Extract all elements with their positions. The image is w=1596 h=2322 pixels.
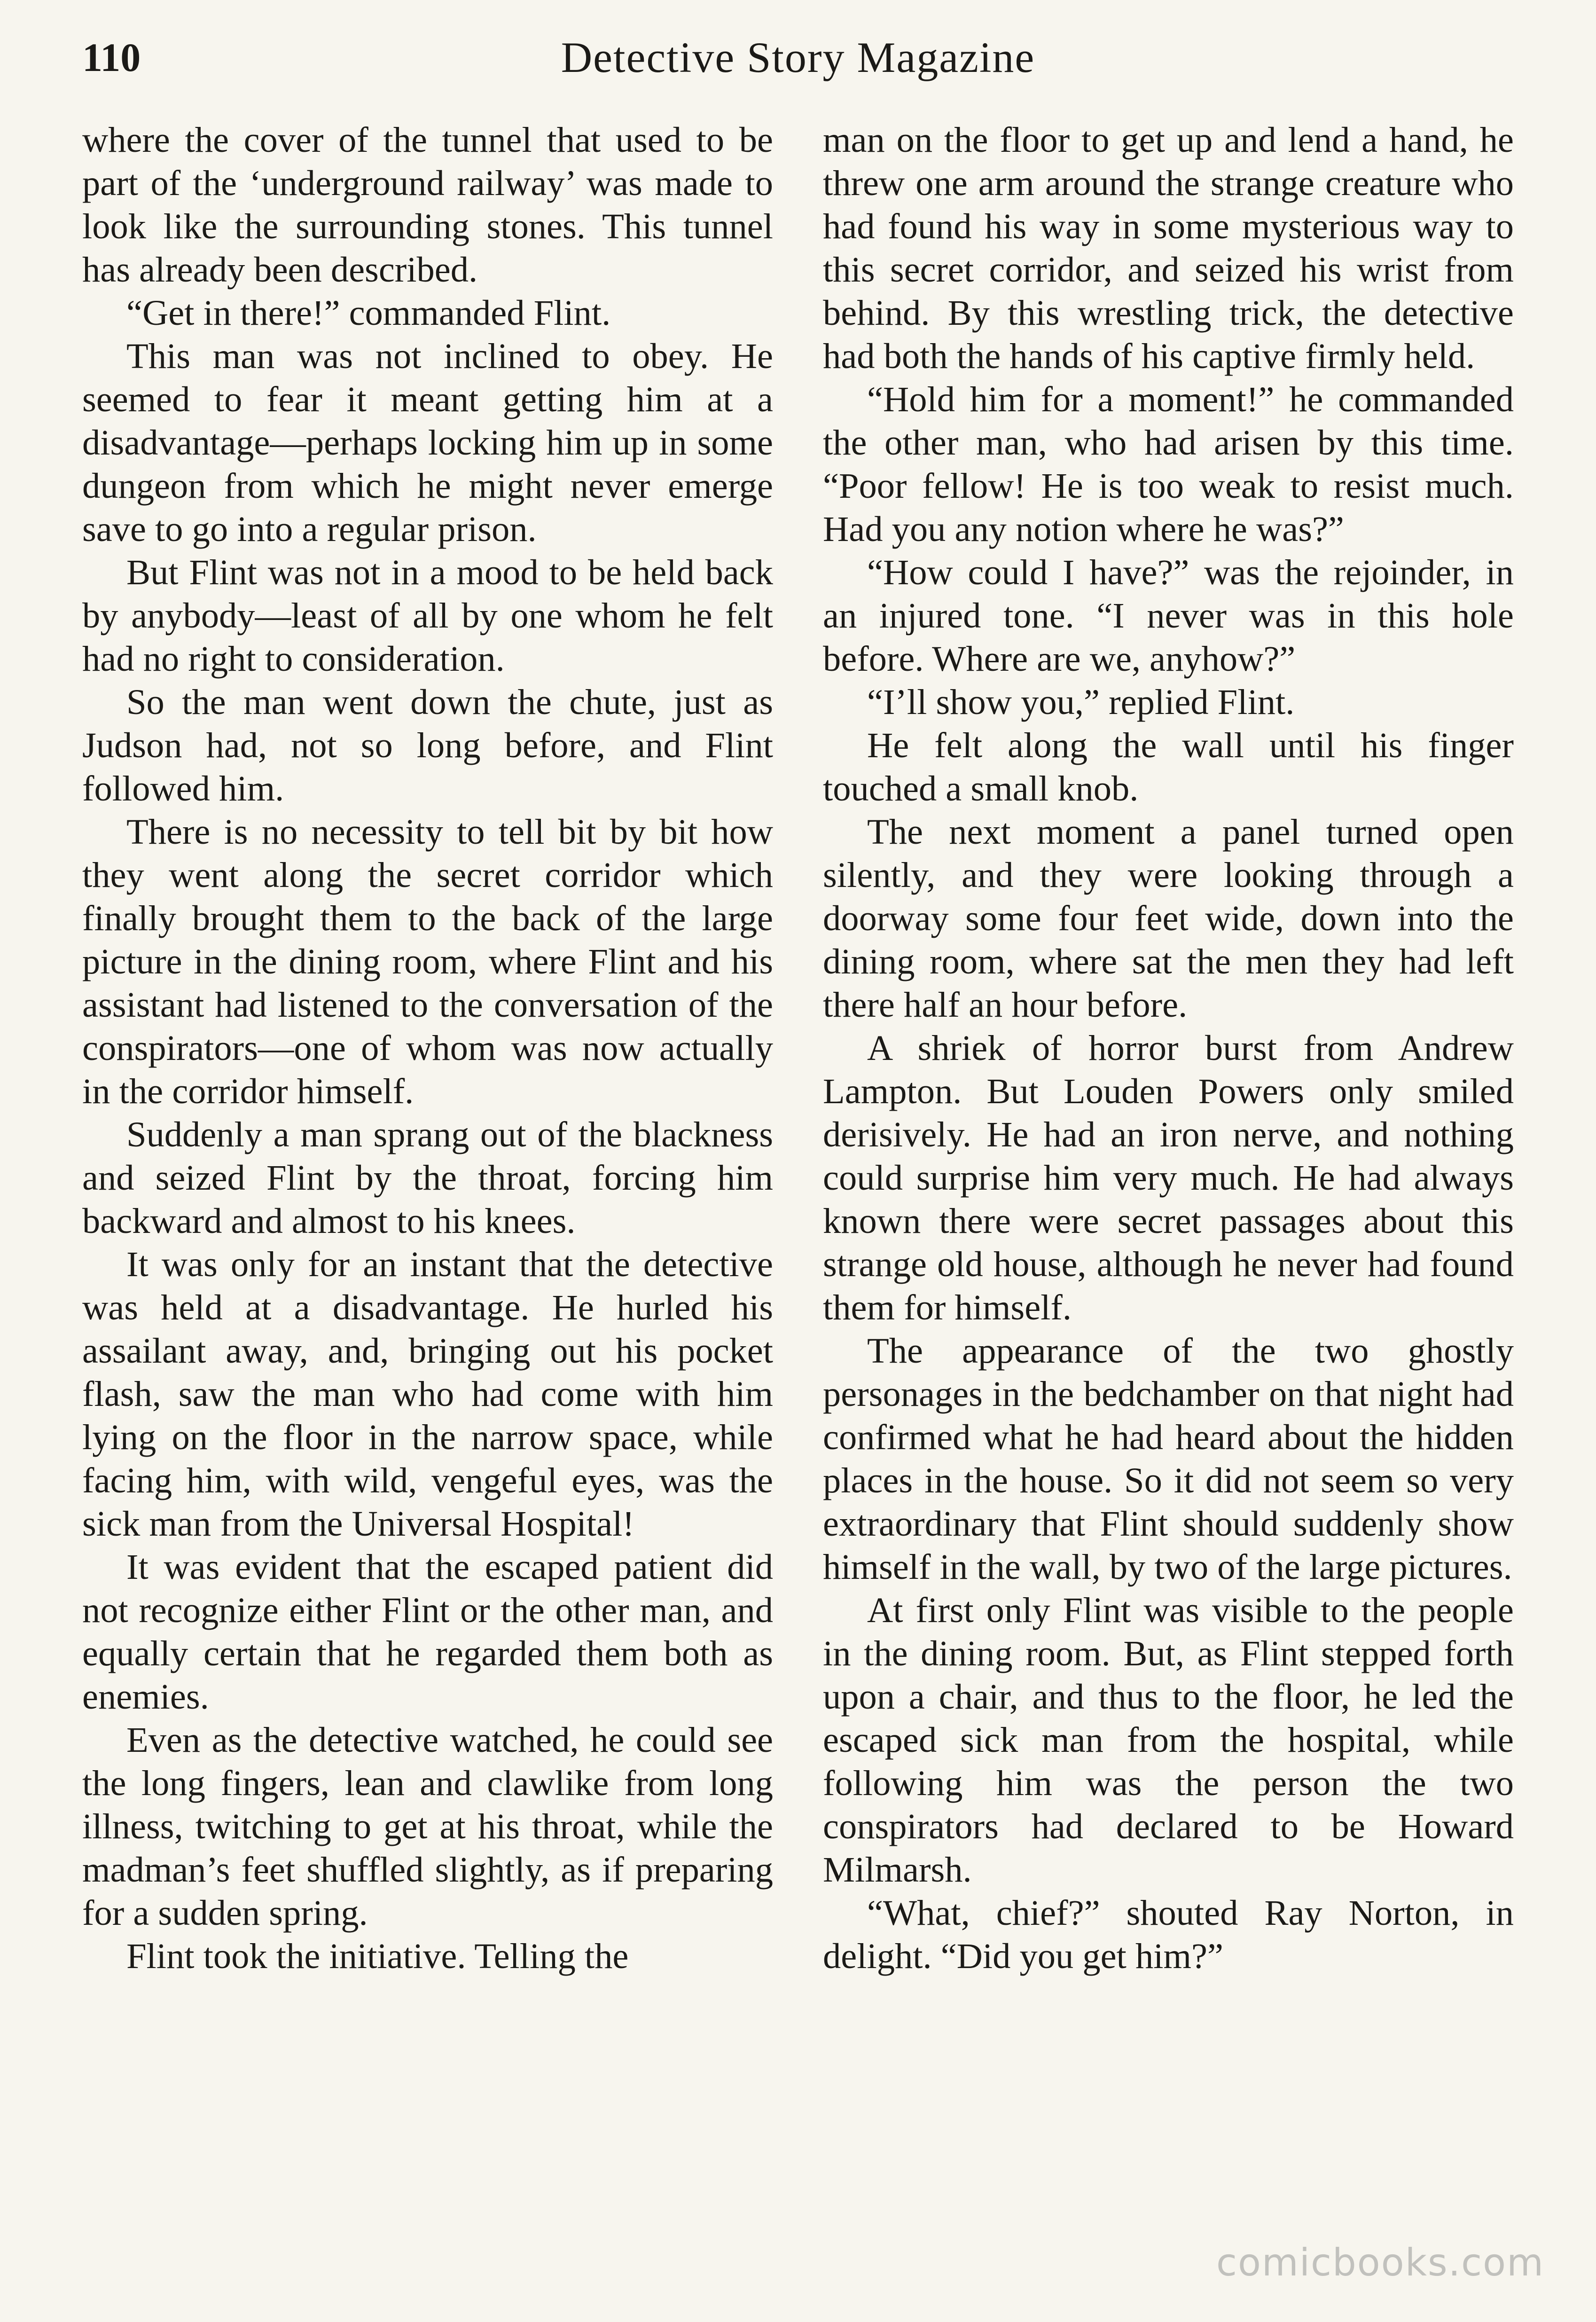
paragraph: The appearance of the two ghostly personages in the bedchamber on that night had confirmed what he had heard about the hidden places in the house. So it did not seem so very extraordinary that Flint should suddenly show himself in the wall, by two of the large pictures.	[823, 1331, 1514, 1587]
paragraph: A shriek of horror burst from Andrew Lampton. But Louden Powers only smiled derisively. He had an iron nerve, and nothing could surprise him very much. He had always known there were secret passages about this strange old house, although he never had found them for himself.	[823, 1028, 1514, 1327]
paragraph: There is no necessity to tell bit by bit how they went along the secret corridor which finally brought them to the back of the large picture in the dining room, where Flint and his assistant had listened to the conversation of the conspirators—one of whom was now actually in the corridor himself.	[82, 812, 773, 1111]
paragraph: where the cover of the tunnel that used to be part of the ‘underground railway’ was made to look like the surrounding stones. This tunnel has already been described.	[82, 120, 773, 290]
paragraph: It was evident that the escaped patient did not recognize either Flint or the other man, and equally certain that he regarded them both as enemies.	[82, 1547, 773, 1717]
left-column	[82, 118, 773, 1978]
paragraph: This man was not inclined to obey. He seemed to fear it meant getting him at a disadvantage—perhaps locking him up in some dungeon from which he might never emerge save to go into a regular prison.	[82, 336, 773, 549]
right-column	[823, 118, 1514, 1978]
paragraph: The next moment a panel turned open silently, and they were looking through a doorway some four feet wide, down into the dining room, where sat the men they had left there half an hour before.	[823, 812, 1514, 1025]
paragraph: It was only for an instant that the detective was held at a disadvantage. He hurled his assailant away, and, bringing out his pocket flash, saw the man who had come with him lying on the floor in the narrow space, while facing him, with wild, vengeful eyes, was the sick man from the Universal Hospital!	[82, 1244, 773, 1544]
paragraph: “How could I have?” was the rejoinder, in an injured tone. “I never was in this hole before. Where are we, anyhow?”	[823, 552, 1514, 679]
paragraph: “What, chief?” shouted Ray Norton, in delight. “Did you get him?”	[823, 1893, 1514, 1976]
page-number: 110	[82, 35, 141, 80]
paragraph: “I’ll show you,” replied Flint.	[867, 682, 1295, 722]
paragraph: “Get in there!” commanded Flint.	[126, 293, 611, 333]
watermark: comicbooks.com	[1216, 2241, 1544, 2284]
paragraph: So the man went down the chute, just as Judson had, not so long before, and Flint followed him.	[82, 682, 773, 808]
paragraph: At first only Flint was visible to the people in the dining room. But, as Flint stepped forth upon a chair, and thus to the floor, he led the escaped sick man from the hospital, while following him was the person the two conspirators had declared to be Howard Milmarsh.	[823, 1590, 1514, 1890]
paragraph: He felt along the wall until his finger touched a small knob.	[823, 725, 1514, 808]
paragraph: Suddenly a man sprang out of the blackness and seized Flint by the throat, forcing him backward and almost to his knees.	[82, 1114, 773, 1241]
running-head	[82, 29, 1514, 86]
paragraph: man on the floor to get up and lend a hand, he threw one arm around the strange creature who had found his way in some mysterious way to this secret corridor, and seized his wrist from behind. By this wrestling trick, the detective had both the hands of his captive firmly held.	[823, 120, 1514, 376]
magazine-title: Detective Story Magazine	[561, 33, 1035, 81]
paragraph: Flint took the initiative. Telling the	[126, 1936, 629, 1976]
paragraph: Even as the detective watched, he could see the long fingers, lean and clawlike from long illness, twitching to get at his throat, while the madman’s feet shuffled slightly, as if preparing for a sudden spring.	[82, 1720, 773, 1933]
paragraph: “Hold him for a moment!” he commanded the other man, who had arisen by this time. “Poor fellow! He is too weak to resist much. Had you any notion where he was?”	[823, 379, 1514, 549]
paragraph: But Flint was not in a mood to be held back by anybody—least of all by one whom he felt had no right to consideration.	[82, 552, 773, 679]
